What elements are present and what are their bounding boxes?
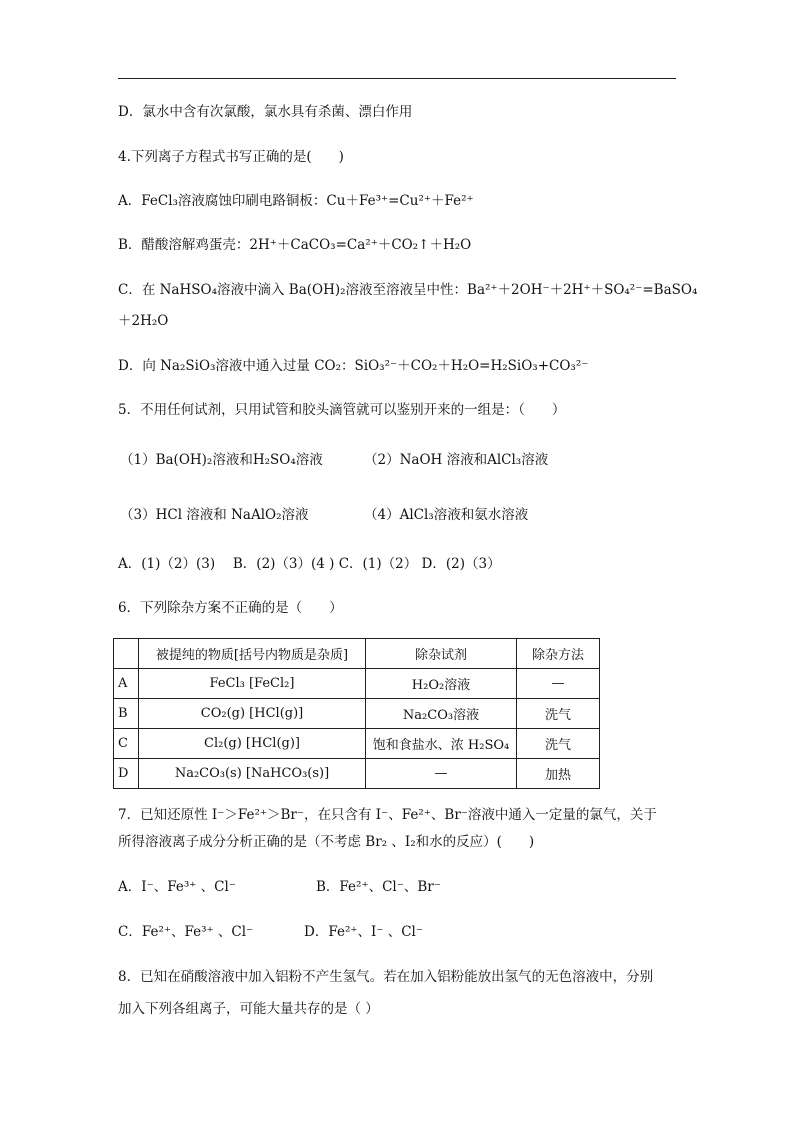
table-header-cell: 除杂方法 xyxy=(517,639,600,669)
q5-item-4: （4）AlCl₃溶液和氨水溶液 xyxy=(364,507,529,523)
table-header-cell xyxy=(114,639,139,669)
q7-stem-line1: 7．已知还原性 I⁻＞Fe²⁺＞Br⁻，在只含有 I⁻、Fe²⁺、Br⁻溶液中通入一定量的氯气，关于 xyxy=(118,807,657,823)
table-cell: 加热 xyxy=(517,759,600,789)
q4-option-d: D．向 Na₂SiO₃溶液中通入过量 CO₂：SiO₃²⁻＋CO₂＋H₂O=H₂SiO₃+CO₃²⁻ xyxy=(118,358,589,374)
table-header-cell: 除杂试剂 xyxy=(366,639,517,669)
table-cell: B xyxy=(114,699,139,729)
table-row xyxy=(114,729,600,759)
q7-stem-line2: 所得溶液离子成分分析正确的是（不考虑 Br₂ 、I₂和水的反应）( ) xyxy=(118,834,535,850)
q7-option-c: C．Fe²⁺、Fe³⁺ 、Cl⁻ xyxy=(118,924,254,940)
table-cell: CO₂(g) [HCl(g)] xyxy=(139,699,366,729)
table-cell: 洗气 xyxy=(517,699,600,729)
table-cell: Na₂CO₃溶液 xyxy=(366,699,517,729)
q4-option-c-line1: C．在 NaHSO₄溶液中滴入 Ba(OH)₂溶液至溶液呈中性：Ba²⁺＋2OH⁻＋2H⁺＋SO₄²⁻=BaSO₄ xyxy=(118,282,698,298)
table-cell: 洗气 xyxy=(517,729,600,759)
table-cell: FeCl₃ [FeCl₂] xyxy=(139,669,366,699)
q8-stem-line2: 加入下列各组离子，可能大量共存的是（ ） xyxy=(118,1001,379,1017)
q5-item-2: （2）NaOH 溶液和AlCl₃溶液 xyxy=(364,452,549,468)
table-cell: — xyxy=(366,759,517,789)
q4-stem: 4.下列离子方程式书写正确的是( ) xyxy=(118,149,344,165)
q4-option-c-line2: ＋2H₂O xyxy=(118,313,169,329)
table-cell: C xyxy=(114,729,139,759)
header-rule xyxy=(118,78,676,79)
q6-table xyxy=(113,638,600,789)
q4-option-a: A．FeCl₃溶液腐蚀印刷电路铜板：Cu＋Fe³⁺=Cu²⁺＋Fe²⁺ xyxy=(118,193,474,209)
q5-item-3: （3）HCl 溶液和 NaAlO₂溶液 xyxy=(120,507,309,523)
table-cell: H₂O₂溶液 xyxy=(366,669,517,699)
q4-option-b: B．醋酸溶解鸡蛋壳：2H⁺＋CaCO₃=Ca²⁺＋CO₂↑＋H₂O xyxy=(118,237,472,253)
q7-option-d: D．Fe²⁺、I⁻ 、Cl⁻ xyxy=(304,924,424,940)
table-cell: Cl₂(g) [HCl(g)] xyxy=(139,729,366,759)
table-row xyxy=(114,669,600,699)
table-header-row xyxy=(114,639,600,669)
q5-stem: 5．不用任何试剂，只用试管和胶头滴管就可以鉴别开来的一组是：（ ） xyxy=(118,402,566,418)
table-row xyxy=(114,759,600,789)
table-cell: — xyxy=(517,669,600,699)
q8-stem-line1: 8．已知在硝酸溶液中加入铝粉不产生氢气。若在加入铝粉能放出氢气的无色溶液中，分别 xyxy=(118,969,654,985)
q3-option-d: D．氯水中含有次氯酸，氯水具有杀菌、漂白作用 xyxy=(118,104,413,120)
table-header-cell: 被提纯的物质[括号内物质是杂质] xyxy=(139,639,366,669)
q5-options: A．(1)（2）(3) B．(2)（3）(4 ) C．(1)（2） D．(2)（3） xyxy=(118,556,501,572)
q7-option-b: B．Fe²⁺、Cl⁻、Br⁻ xyxy=(316,879,441,895)
q6-stem: 6．下列除杂方案不正确的是（ ） xyxy=(118,600,343,616)
q7-option-a: A．I⁻、Fe³⁺ 、Cl⁻ xyxy=(118,879,236,895)
q5-item-1: （1）Ba(OH)₂溶液和H₂SO₄溶液 xyxy=(120,452,323,468)
table-cell: A xyxy=(114,669,139,699)
table-cell: D xyxy=(114,759,139,789)
table-cell: Na₂CO₃(s) [NaHCO₃(s)] xyxy=(139,759,366,789)
table-cell: 饱和食盐水、浓 H₂SO₄ xyxy=(366,729,517,759)
table-row xyxy=(114,699,600,729)
